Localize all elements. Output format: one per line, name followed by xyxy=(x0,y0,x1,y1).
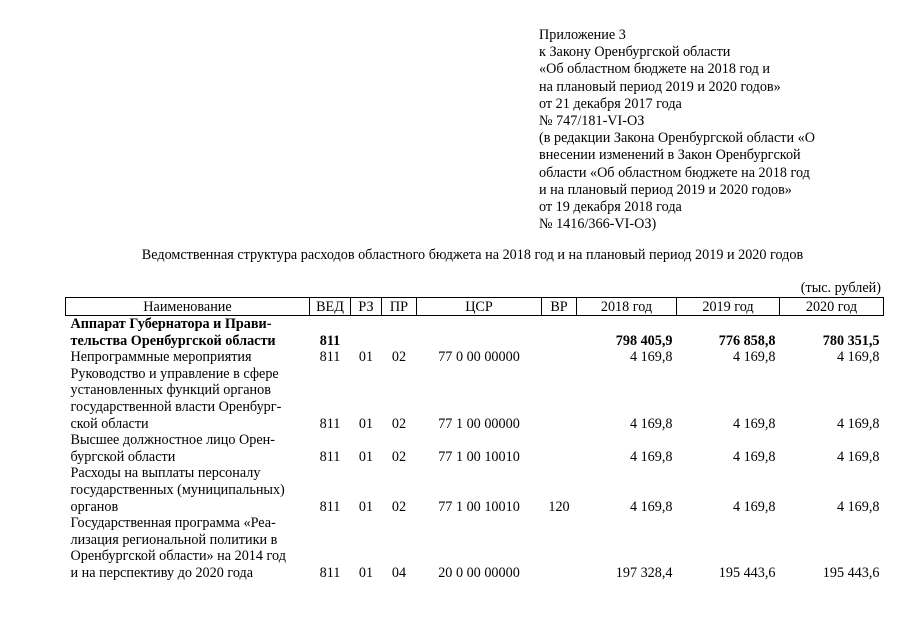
header-2020: 2020 год xyxy=(780,298,884,316)
row-amount-2018: 197 328,4 xyxy=(615,564,673,581)
row-name xyxy=(66,349,310,366)
header-pr: ПР xyxy=(382,298,417,316)
row-pr: 02 xyxy=(391,415,407,432)
budget-table xyxy=(65,297,884,582)
row-name-line: Руководство и управление в сфере xyxy=(70,365,279,382)
row-name-line: бургской области xyxy=(70,448,176,465)
row-name-line: тельства Оренбургской области xyxy=(70,332,276,349)
row-amount-2018: 798 405,9 xyxy=(615,332,673,349)
row-amount-2020: 780 351,5 xyxy=(822,332,880,349)
row-name-line: Непрограммные мероприятия xyxy=(70,349,252,366)
appendix-line: на плановый период 2019 и 2020 годов» xyxy=(539,78,781,95)
row-amount-2019: 195 443,6 xyxy=(718,564,776,581)
document-title: Ведомственная структура расходов областного бюджета на 2018 год и на плановый период 2019 и 2020 годов xyxy=(141,247,804,263)
row-vr: 120 xyxy=(548,498,570,515)
row-name-line: ской области xyxy=(70,415,149,432)
row-name xyxy=(66,515,310,581)
row-amount-2020: 4 169,8 xyxy=(836,448,880,465)
row-csr: 77 0 00 00000 xyxy=(438,349,520,366)
table-row xyxy=(66,316,884,350)
row-amount-2018: 4 169,8 xyxy=(629,498,673,515)
header-rz: РЗ xyxy=(351,298,382,316)
appendix-line: (в редакции Закона Оренбургской области «О xyxy=(539,130,815,147)
row-ved: 811 xyxy=(319,332,341,349)
row-amount-2018: 4 169,8 xyxy=(629,448,673,465)
appendix-line: Приложение 3 xyxy=(539,27,626,43)
row-name-line: установленных функций органов xyxy=(70,382,271,399)
row-ved: 811 xyxy=(319,415,341,432)
row-vr xyxy=(542,366,577,432)
row-rz xyxy=(351,316,382,350)
row-name-line: Оренбургской области» на 2014 год xyxy=(70,548,286,565)
header-name: Наименование xyxy=(66,298,310,316)
row-csr: 77 1 00 00000 xyxy=(438,415,520,432)
row-amount-2019: 4 169,8 xyxy=(732,498,776,515)
row-amount-2019: 4 169,8 xyxy=(732,448,776,465)
row-csr: 20 0 00 00000 xyxy=(438,564,520,581)
table-row xyxy=(66,349,884,366)
appendix-line: «Об областном бюджете на 2018 год и xyxy=(539,61,771,78)
row-rz: 01 xyxy=(358,349,374,366)
row-amount-2018: 4 169,8 xyxy=(629,415,673,432)
row-rz: 01 xyxy=(358,448,374,465)
row-name-line: Высшее должностное лицо Орен- xyxy=(70,432,275,449)
row-pr: 02 xyxy=(391,498,407,515)
table-row xyxy=(66,366,884,432)
row-name-line: Расходы на выплаты персоналу xyxy=(70,465,261,482)
row-rz: 01 xyxy=(358,564,374,581)
row-vr xyxy=(542,432,577,465)
row-vr xyxy=(542,316,577,350)
appendix-line: к Закону Оренбургской области xyxy=(539,44,731,61)
row-name-line: Аппарат Губернатора и Прави- xyxy=(70,316,272,332)
row-amount-2020: 195 443,6 xyxy=(822,564,880,581)
row-name-line: государственной власти Оренбург- xyxy=(70,398,282,415)
row-pr: 02 xyxy=(391,349,407,366)
row-pr: 02 xyxy=(391,448,407,465)
row-name xyxy=(66,366,310,432)
appendix-line: внесении изменений в Закон Оренбургской xyxy=(539,147,801,164)
row-amount-2020: 4 169,8 xyxy=(836,349,880,366)
header-ved: ВЕД xyxy=(310,298,351,316)
row-ved: 811 xyxy=(319,498,341,515)
row-name xyxy=(66,465,310,515)
row-amount-2020: 4 169,8 xyxy=(836,498,880,515)
table-row xyxy=(66,515,884,581)
row-ved: 811 xyxy=(319,349,341,366)
row-amount-2018: 4 169,8 xyxy=(629,349,673,366)
units-label: (тыс. рублей) xyxy=(800,280,881,296)
row-name xyxy=(66,316,310,350)
appendix-line: области «Об областном бюджете на 2018 год xyxy=(539,164,810,181)
header-2019: 2019 год xyxy=(677,298,780,316)
header-csr: ЦСР xyxy=(417,298,542,316)
row-name-line: органов xyxy=(70,498,119,515)
appendix-line: от 21 декабря 2017 года xyxy=(539,95,682,112)
row-ved: 811 xyxy=(319,564,341,581)
table-row xyxy=(66,465,884,515)
row-rz: 01 xyxy=(358,415,374,432)
row-name-line: лизация региональной политики в xyxy=(70,531,278,548)
row-name-line: государственных (муниципальных) xyxy=(70,481,285,498)
row-amount-2019: 4 169,8 xyxy=(732,349,776,366)
appendix-header xyxy=(539,27,815,233)
table-row xyxy=(66,432,884,465)
row-ved: 811 xyxy=(319,448,341,465)
appendix-line: № 1416/366-VI-ОЗ) xyxy=(539,216,657,233)
row-amount-2019: 4 169,8 xyxy=(732,415,776,432)
row-pr: 04 xyxy=(391,564,407,581)
row-pr xyxy=(382,316,417,350)
row-name xyxy=(66,432,310,465)
row-vr xyxy=(542,349,577,366)
row-amount-2020: 4 169,8 xyxy=(836,415,880,432)
header-vr: ВР xyxy=(542,298,577,316)
row-csr: 77 1 00 10010 xyxy=(438,448,520,465)
header-2018: 2018 год xyxy=(577,298,677,316)
appendix-line: и на плановый период 2019 и 2020 годов» xyxy=(539,181,792,198)
row-csr: 77 1 00 10010 xyxy=(438,498,520,515)
appendix-line: № 747/181-VI-ОЗ xyxy=(539,113,645,130)
row-name-line: Государственная программа «Реа- xyxy=(70,515,276,532)
row-amount-2019: 776 858,8 xyxy=(718,332,776,349)
row-vr xyxy=(542,515,577,581)
row-name-line: и на перспективу до 2020 года xyxy=(70,564,254,581)
table-header-row xyxy=(66,298,884,316)
row-rz: 01 xyxy=(358,498,374,515)
row-csr xyxy=(417,316,542,350)
appendix-line: от 19 декабря 2018 года xyxy=(539,199,682,216)
